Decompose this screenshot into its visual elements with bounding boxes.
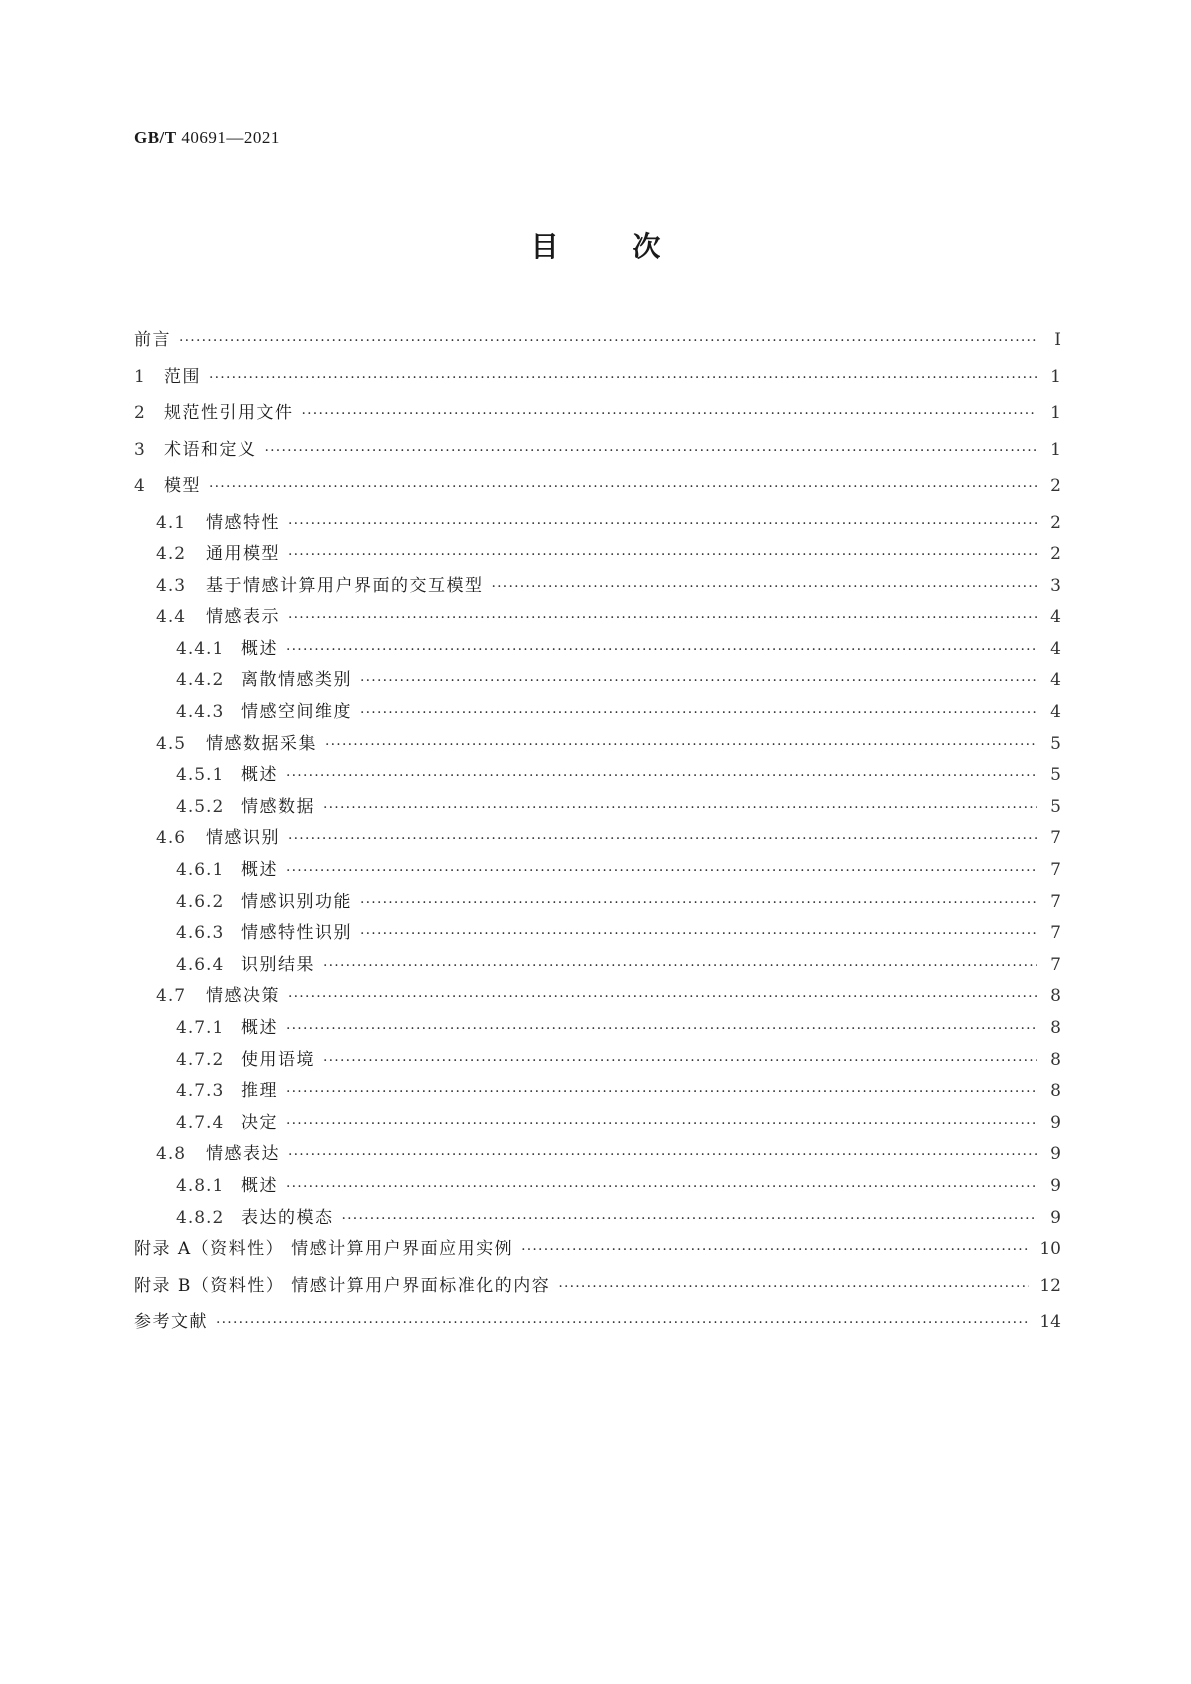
toc-entry[interactable] xyxy=(134,539,1061,571)
toc-entry[interactable] xyxy=(134,508,1061,540)
toc-entry-number: 4.6.3 xyxy=(176,923,225,944)
toc-leader-dots xyxy=(323,800,1037,816)
toc-leader-dots xyxy=(288,989,1037,1005)
toc-entry-page: 3 xyxy=(1050,575,1061,596)
toc-leader-dots xyxy=(265,443,1038,459)
toc-entry-page: 9 xyxy=(1050,1144,1061,1165)
toc-entry-title: 基于情感计算用户界面的交互模型 xyxy=(206,575,484,596)
toc-entry-page: 7 xyxy=(1050,954,1061,975)
standard-number xyxy=(134,128,280,148)
toc-entry-page: 5 xyxy=(1050,796,1061,817)
toc-leader-dots xyxy=(286,1084,1037,1100)
toc-leader-dots xyxy=(288,516,1037,532)
toc-entry-page: 9 xyxy=(1050,1175,1061,1196)
toc-entry-title: 情感数据采集 xyxy=(206,733,317,754)
toc-entry[interactable] xyxy=(134,665,1061,697)
toc-entry-page: 7 xyxy=(1050,860,1061,881)
toc-entry-page: 8 xyxy=(1050,1018,1061,1038)
toc-leader-dots xyxy=(342,1211,1038,1227)
toc-entry[interactable] xyxy=(134,325,1061,362)
toc-entry[interactable] xyxy=(134,792,1061,824)
toc-entry-number: 4.6 xyxy=(156,828,187,849)
toc-entry-title: 参考文献 xyxy=(134,1312,208,1333)
toc-leader-dots xyxy=(323,1053,1037,1069)
toc-entry-title: 使用语境 xyxy=(241,1049,315,1070)
toc-entry-title: 模型 xyxy=(164,476,201,496)
toc-entry-page: 5 xyxy=(1050,733,1061,754)
toc-entry-title: 情感特性识别 xyxy=(241,923,352,944)
toc-entry-page: 10 xyxy=(1039,1239,1061,1260)
toc-entry[interactable] xyxy=(134,760,1061,792)
toc-entry-page: 4 xyxy=(1050,638,1061,659)
toc-entry[interactable] xyxy=(134,1045,1061,1077)
page-title xyxy=(0,225,1191,265)
toc-entry-page: 4 xyxy=(1050,702,1061,723)
toc-leader-dots xyxy=(209,479,1037,495)
toc-entry-page: 1 xyxy=(1050,403,1061,423)
toc-leader-dots xyxy=(179,333,1037,349)
toc-entry-title: 概述 xyxy=(241,1018,278,1038)
toc-entry-number: 4.4.1 xyxy=(176,638,225,659)
toc-entry[interactable] xyxy=(134,1139,1061,1171)
title-char-2: 次 xyxy=(632,230,661,263)
toc-leader-dots xyxy=(286,768,1037,784)
toc-entry-title: 离散情感类别 xyxy=(241,670,352,691)
toc-entry-page: 8 xyxy=(1050,986,1061,1007)
standard-code: GB/T xyxy=(134,128,177,147)
toc-entry-number: 4.8.2 xyxy=(176,1207,225,1228)
toc-entry-title: 识别结果 xyxy=(241,954,315,975)
toc-entry-page: 1 xyxy=(1050,366,1061,387)
toc-entry-title: 概述 xyxy=(241,638,278,659)
toc-leader-dots xyxy=(360,673,1037,689)
toc-entry-page: 4 xyxy=(1050,607,1061,628)
toc-entry-number: 4.8 xyxy=(156,1144,187,1165)
toc-entry-number: 3 xyxy=(134,439,146,460)
toc-entry-number: 4.4.2 xyxy=(176,670,225,691)
toc-entry-number: 4.4.3 xyxy=(176,702,225,723)
toc-entry-page: 14 xyxy=(1039,1312,1061,1333)
toc-entry-number: 4.7.4 xyxy=(176,1112,225,1133)
toc-entry-title: 推理 xyxy=(241,1081,278,1102)
title-char-1: 目 xyxy=(530,230,559,263)
toc-entry[interactable] xyxy=(134,950,1061,982)
toc-leader-dots xyxy=(360,926,1037,942)
toc-entry-title: 通用模型 xyxy=(206,544,280,565)
toc-leader-dots xyxy=(288,547,1037,563)
toc-entry-number: 1 xyxy=(134,366,146,387)
toc-entry-page: 1 xyxy=(1050,439,1061,460)
toc-leader-dots xyxy=(286,1179,1037,1195)
toc-leader-dots xyxy=(360,895,1037,911)
toc-leader-dots xyxy=(288,1147,1037,1163)
toc-leader-dots xyxy=(286,642,1037,658)
toc-entry-title: 概述 xyxy=(241,765,278,786)
toc-leader-dots xyxy=(325,737,1037,753)
toc-entry[interactable] xyxy=(134,823,1061,855)
toc-leader-dots xyxy=(492,579,1038,595)
toc-entry[interactable] xyxy=(134,435,1061,472)
toc-entry-title: 情感空间维度 xyxy=(241,702,352,723)
toc-entry-page: 2 xyxy=(1050,476,1061,496)
toc-leader-dots xyxy=(288,610,1037,626)
standard-year: 40691—2021 xyxy=(181,128,280,147)
toc-entry-number: 4.1 xyxy=(156,512,187,533)
toc-entry-number: 4.2 xyxy=(156,544,187,565)
toc-entry[interactable] xyxy=(134,855,1061,887)
toc-entry[interactable] xyxy=(134,1076,1061,1108)
toc-entry-title: 概述 xyxy=(241,1175,278,1196)
toc-entry-number: 4.5 xyxy=(156,733,187,754)
toc-entry-title: 情感识别功能 xyxy=(241,891,352,912)
toc-entry-number: 4.6.1 xyxy=(176,860,225,881)
toc-leader-dots xyxy=(302,406,1038,422)
toc-leader-dots xyxy=(521,1242,1029,1258)
toc-entry-page: 7 xyxy=(1050,828,1061,849)
toc-leader-dots xyxy=(288,831,1037,847)
toc-entry-title: 范围 xyxy=(164,366,201,387)
toc-entry[interactable] xyxy=(134,697,1061,729)
toc-entry-number: 2 xyxy=(134,403,146,423)
toc-entry[interactable] xyxy=(134,398,1061,435)
table-of-contents xyxy=(134,325,1061,1344)
toc-entry[interactable] xyxy=(134,1307,1061,1344)
toc-entry-page: 9 xyxy=(1050,1207,1061,1228)
toc-entry-number: 4.7 xyxy=(156,986,187,1007)
toc-entry-title: 情感表达 xyxy=(206,1144,280,1165)
toc-entry-number: 4.4 xyxy=(156,607,187,628)
toc-entry[interactable] xyxy=(134,471,1061,508)
toc-entry-number: 4.7.1 xyxy=(176,1018,225,1038)
toc-entry-title: 情感决策 xyxy=(206,986,280,1007)
toc-entry-title: 规范性引用文件 xyxy=(164,403,294,423)
toc-entry[interactable] xyxy=(134,918,1061,950)
toc-entry[interactable] xyxy=(134,981,1061,1013)
toc-entry-page: 2 xyxy=(1050,544,1061,565)
toc-entry[interactable] xyxy=(134,1108,1061,1140)
toc-leader-dots xyxy=(209,370,1037,386)
toc-entry-title: 附录 B（资料性） 情感计算用户界面标准化的内容 xyxy=(134,1275,551,1296)
toc-entry[interactable] xyxy=(134,634,1061,666)
toc-entry[interactable] xyxy=(134,1013,1061,1045)
toc-entry-page: 4 xyxy=(1050,670,1061,691)
toc-entry[interactable] xyxy=(134,362,1061,399)
toc-leader-dots xyxy=(360,705,1037,721)
toc-entry[interactable] xyxy=(134,887,1061,919)
toc-entry-title: 情感表示 xyxy=(206,607,280,628)
toc-entry-page: 7 xyxy=(1050,891,1061,912)
toc-leader-dots xyxy=(286,1116,1037,1132)
toc-entry-title: 表达的模态 xyxy=(241,1207,334,1228)
toc-entry[interactable] xyxy=(134,1271,1061,1308)
toc-entry-number: 4.5.1 xyxy=(176,765,225,786)
toc-leader-dots xyxy=(286,1021,1037,1037)
toc-entry-number: 4.5.2 xyxy=(176,796,225,817)
toc-entry[interactable] xyxy=(134,1234,1061,1271)
toc-entry-title: 决定 xyxy=(241,1112,278,1133)
toc-entry-number: 4.7.3 xyxy=(176,1081,225,1102)
toc-entry[interactable] xyxy=(134,602,1061,634)
toc-entry-page: 8 xyxy=(1050,1081,1061,1102)
toc-entry[interactable] xyxy=(134,1171,1061,1203)
toc-entry[interactable] xyxy=(134,729,1061,761)
toc-entry-title: 情感识别 xyxy=(206,828,280,849)
toc-entry-page: 5 xyxy=(1050,765,1061,786)
toc-entry-number: 4.6.2 xyxy=(176,891,225,912)
toc-entry-title: 附录 A（资料性） 情感计算用户界面应用实例 xyxy=(134,1239,514,1260)
toc-entry-title: 概述 xyxy=(241,860,278,881)
toc-entry-page: 9 xyxy=(1050,1112,1061,1133)
toc-entry[interactable] xyxy=(134,571,1061,603)
toc-leader-dots xyxy=(216,1315,1029,1331)
toc-entry-title: 前言 xyxy=(134,330,171,350)
toc-leader-dots xyxy=(323,958,1037,974)
toc-entry[interactable] xyxy=(134,1203,1061,1235)
toc-leader-dots xyxy=(286,863,1037,879)
toc-entry-number: 4.8.1 xyxy=(176,1175,225,1196)
toc-entry-page: 7 xyxy=(1050,923,1061,944)
toc-entry-page: 2 xyxy=(1050,512,1061,533)
toc-entry-number: 4.7.2 xyxy=(176,1049,225,1070)
toc-entry-page: Ⅰ xyxy=(1054,330,1061,350)
toc-entry-title: 情感特性 xyxy=(206,512,280,533)
toc-entry-page: 12 xyxy=(1039,1275,1061,1296)
toc-entry-title: 情感数据 xyxy=(241,796,315,817)
toc-entry-number: 4.6.4 xyxy=(176,954,225,975)
toc-leader-dots xyxy=(558,1279,1029,1295)
toc-entry-number: 4 xyxy=(134,476,146,496)
toc-entry-title: 术语和定义 xyxy=(164,439,257,460)
toc-entry-number: 4.3 xyxy=(156,575,187,596)
toc-entry-page: 8 xyxy=(1050,1049,1061,1070)
